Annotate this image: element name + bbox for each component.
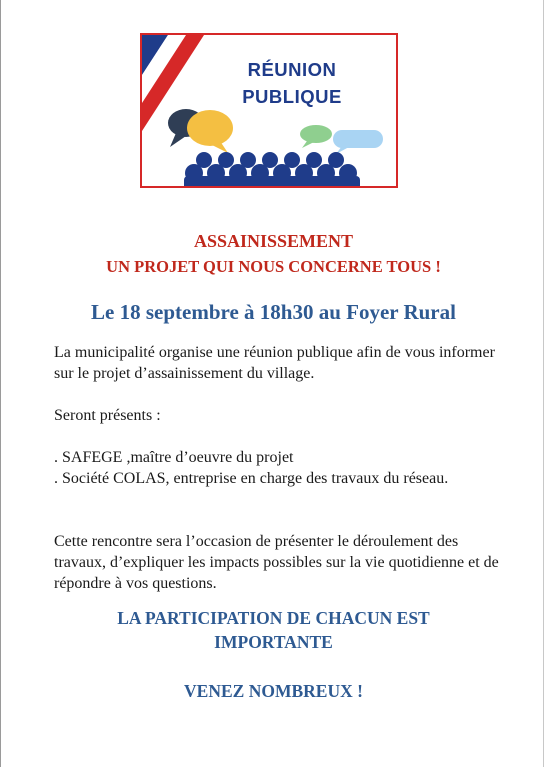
speech-bubble-blue-icon xyxy=(333,130,383,148)
speech-bubble-green-icon xyxy=(300,125,332,143)
heading-subtitle: UN PROJET QUI NOUS CONCERNE TOUS ! xyxy=(106,257,441,276)
logo-artwork xyxy=(142,35,398,188)
event-date-location: Le 18 septembre à 18h30 au Foyer Rural xyxy=(91,300,456,324)
intro-paragraph: La municipalité organise une réunion publique afin de vous informer sur le projet d’assainissement du village. xyxy=(54,344,495,382)
participation-callout: LA PARTICIPATION DE CHACUN EST IMPORTANTE xyxy=(117,608,430,652)
present-label: Seront présents : xyxy=(54,407,161,424)
reunion-publique-logo xyxy=(140,33,398,188)
come-call-to-action: VENEZ NOMBREUX ! xyxy=(184,681,363,701)
logo-title-line2: PUBLIQUE xyxy=(242,86,342,107)
audience-people-icon xyxy=(184,152,360,188)
speech-bubble-yellow-icon xyxy=(187,110,233,146)
attendee-item-colas: . Société COLAS, entreprise en charge des travaux du réseau. xyxy=(54,470,449,487)
heading-title: ASSAINISSEMENT xyxy=(193,231,354,251)
logo-title-line1: RÉUNION xyxy=(247,59,337,80)
attendee-item-safege: . SAFEGE ,maître d’oeuvre du projet xyxy=(54,449,294,466)
purpose-paragraph: Cette rencontre sera l’occasion de présenter le déroulement des travaux, d’expliquer les impacts possibles sur la vie quotidienne et de répondre à vos questions. xyxy=(54,533,499,592)
